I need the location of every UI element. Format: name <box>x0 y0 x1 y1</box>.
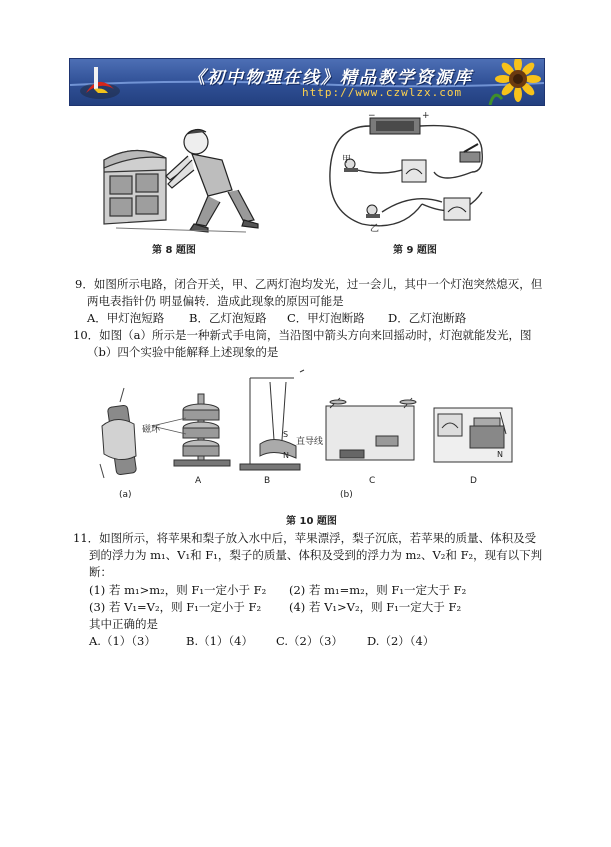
fig10-label-s: S <box>283 430 289 439</box>
banner-title: 《初中物理在线》精品教学资源库 <box>188 68 473 88</box>
q11-option-a: A.（1）（3） <box>89 634 156 648</box>
q9-option-a: A．甲灯泡短路 <box>87 311 165 325</box>
q11-statement-3: (3) 若 V₁=V₂，则 F₁一定小于 F₂ <box>89 600 262 614</box>
q11-statement-2: (2) 若 m₁=m₂，则 F₁一定大于 F₂ <box>289 583 467 597</box>
fig10-label-magnetic-ring: 磁环 <box>142 425 161 435</box>
banner-url-link[interactable]: http://www.czwlzx.com <box>302 86 463 99</box>
site-logo-icon <box>78 63 122 101</box>
svg-text:+: + <box>422 112 430 121</box>
q9-option-c: C．甲灯泡断路 <box>287 311 365 325</box>
q9-option-b: B．乙灯泡短路 <box>189 311 267 325</box>
q11-option-b: B.（1）（4） <box>186 634 253 648</box>
q9-stem-line2: 两电表指针仍 明显偏转．造成此现象的原因可能是 <box>87 294 344 308</box>
fig8-man-pushing-chest-illustration <box>96 120 266 238</box>
q11-correct-label: 其中正确的是 <box>89 617 158 631</box>
q10-stem-line1: 10．如图（a）所示是一种新式手电筒，当沿图中箭头方向来回摇动时，灯泡就能发光，图 <box>73 328 532 342</box>
fig9-caption: 第 9 题图 <box>393 245 437 256</box>
fig10-label-n: N <box>283 451 289 460</box>
q11-option-d: D.（2）（4） <box>367 634 435 648</box>
q9-option-d: D．乙灯泡断路 <box>388 311 467 325</box>
q11-stem-line1: 11．如图所示，将苹果和梨子放入水中后，苹果漂浮，梨子沉底，若苹果的质量、体积及受 <box>73 531 537 545</box>
fig10-label-a-lower: (a) <box>119 490 132 500</box>
fig10-label-B: B <box>264 476 271 486</box>
fig10-caption: 第 10 题图 <box>286 516 337 527</box>
fig8-caption: 第 8 题图 <box>152 245 196 256</box>
q11-stem-line2: 到的浮力为 m₁、V₁和 F₁，梨子的质量、体积及受到的浮力为 m₂、V₂和 F₂，现有以下判 <box>89 548 543 562</box>
fig10-label-n2: N <box>497 450 503 459</box>
fig9-label-jia: 甲 <box>342 155 352 165</box>
fig10-label-C: C <box>369 476 376 486</box>
header-banner <box>69 58 545 106</box>
q11-statement-1: (1) 若 m₁>m₂，则 F₁一定小于 F₂ <box>89 583 267 597</box>
sunflower-icon <box>484 59 542 105</box>
fig9-circuit-diagram <box>322 112 507 238</box>
fig9-label-yi: 乙 <box>370 224 380 234</box>
fig10-label-straight-wire: 直导线 <box>296 437 324 447</box>
fig10-label-A: A <box>195 476 202 486</box>
q9-stem-line1: 9．如图所示电路，闭合开关，甲、乙两灯泡均发光，过一会儿，其中一个灯泡突然熄灭，但 <box>75 277 543 291</box>
q11-statement-4: (4) 若 V₁>V₂，则 F₁一定大于 F₂ <box>289 600 462 614</box>
q11-stem-line3: 断： <box>89 565 112 579</box>
q10-stem-line2: （b）四个实验中能解释上述现象的是 <box>87 345 279 359</box>
fig10-label-D: D <box>470 476 477 486</box>
svg-text:−: − <box>368 112 376 121</box>
fig10-label-b-lower: (b) <box>340 490 353 500</box>
q11-option-c: C.（2）（3） <box>276 634 343 648</box>
